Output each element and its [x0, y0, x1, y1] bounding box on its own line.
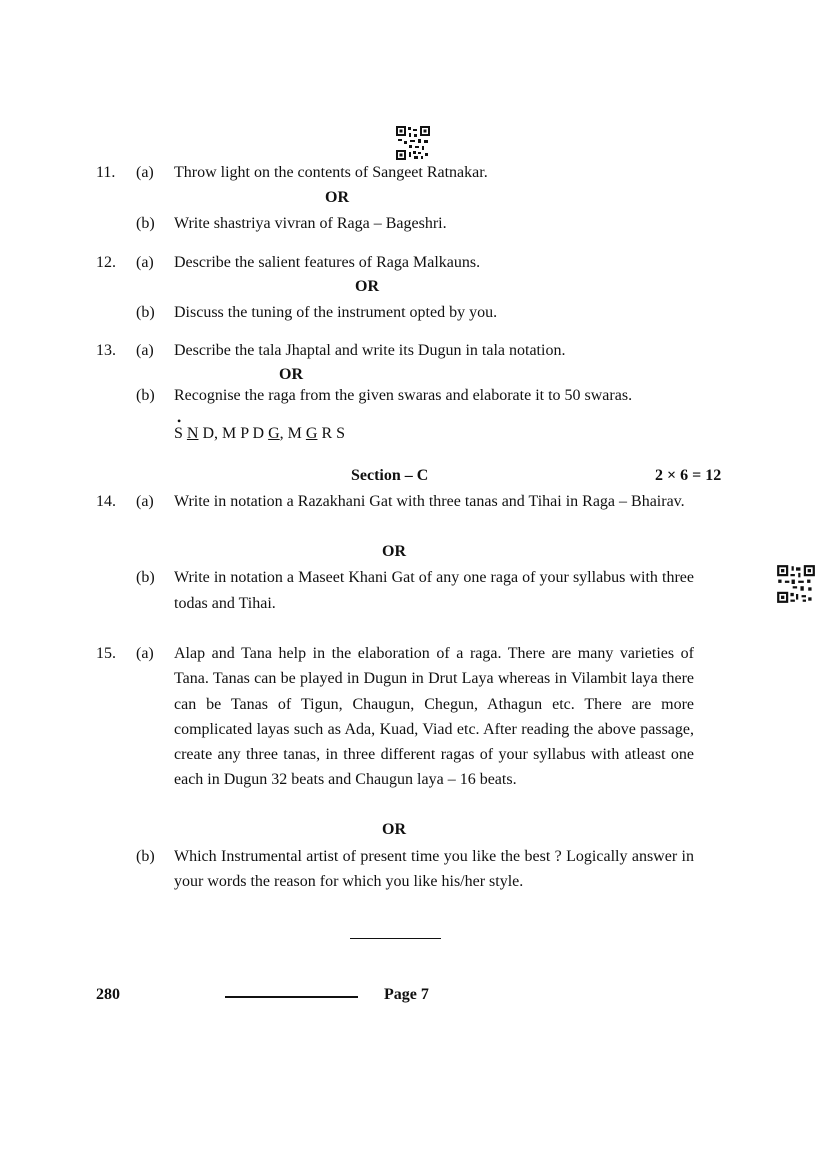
question-number: 12.: [96, 254, 116, 271]
question-number: 14.: [96, 493, 116, 510]
option-label: (a): [136, 645, 154, 662]
paper-code: 280: [96, 986, 120, 1003]
question-text: Write shastriya vivran of Raga – Bageshri.: [174, 215, 447, 232]
option-label: (a): [136, 342, 154, 359]
swara-group: D, M P D: [198, 425, 269, 442]
or-separator: OR: [325, 189, 349, 206]
swara-notation: [174, 414, 346, 443]
or-separator: OR: [382, 543, 406, 560]
or-separator: OR: [279, 366, 303, 383]
question-text: Discuss the tuning of the instrument opted by you.: [174, 304, 498, 321]
question-text: Describe the tala Jhaptal and write its Dugun in tala notation.: [174, 342, 566, 359]
option-label: (b): [136, 215, 155, 232]
question-number: 15.: [96, 645, 116, 662]
footer-rule: [225, 996, 358, 998]
question-text: Which Instrumental artist of present time you like the best ? Logically answer in your words the reason for which you like his/her style.: [174, 848, 694, 891]
octave-dot-icon: •: [177, 414, 182, 428]
komal-swara: N: [186, 425, 199, 442]
end-rule: [350, 938, 441, 939]
swara: S: [174, 425, 183, 442]
question-text: Alap and Tana help in the elaboration of a raga. There are many varieties of Tana. Tanas can be played in Dugun in Drut Laya whereas in Vilambit laya there can be Tanas of Tigun, Chaugun, Chegun, Athagun etc. There are more complicated layas such as Ada, Kuad, Viad etc. After reading the above passage, create any three tanas, in three different ragas of your syllabus with atleast one each in Dugun 32 beats and Chaugun laya – 16 beats.: [174, 645, 694, 789]
qr-code-side: [776, 564, 816, 604]
option-label: (b): [136, 387, 155, 404]
option-label: (b): [136, 304, 155, 321]
option-label: (a): [136, 493, 154, 510]
option-label: (b): [136, 569, 155, 586]
question-number: 11.: [96, 164, 116, 181]
swara-group: , M: [279, 425, 306, 442]
or-separator: OR: [382, 821, 406, 838]
komal-swara: G: [268, 425, 280, 442]
section-marks: 2 × 6 = 12: [655, 467, 722, 484]
option-label: (b): [136, 848, 155, 865]
swara-group: R S: [317, 425, 346, 442]
upper-octave-sa: [174, 414, 183, 443]
section-title: Section – C: [351, 467, 429, 484]
option-label: (a): [136, 254, 154, 271]
or-separator: OR: [355, 278, 379, 295]
question-text: Describe the salient features of Raga Malkauns.: [174, 254, 481, 271]
qr-code-top: [395, 125, 431, 161]
question-text: Throw light on the contents of Sangeet Ratnakar.: [174, 164, 488, 181]
question-text: Write in notation a Razakhani Gat with three tanas and Tihai in Raga – Bhairav.: [174, 493, 685, 510]
question-text: Recognise the raga from the given swaras and elaborate it to 50 swaras.: [174, 387, 633, 404]
komal-swara: G: [305, 425, 318, 442]
question-text: Write in notation a Maseet Khani Gat of any one raga of your syllabus with three todas and Tihai.: [174, 569, 694, 612]
option-label: (a): [136, 164, 154, 181]
page-number: Page 7: [384, 986, 429, 1003]
question-number: 13.: [96, 342, 116, 359]
